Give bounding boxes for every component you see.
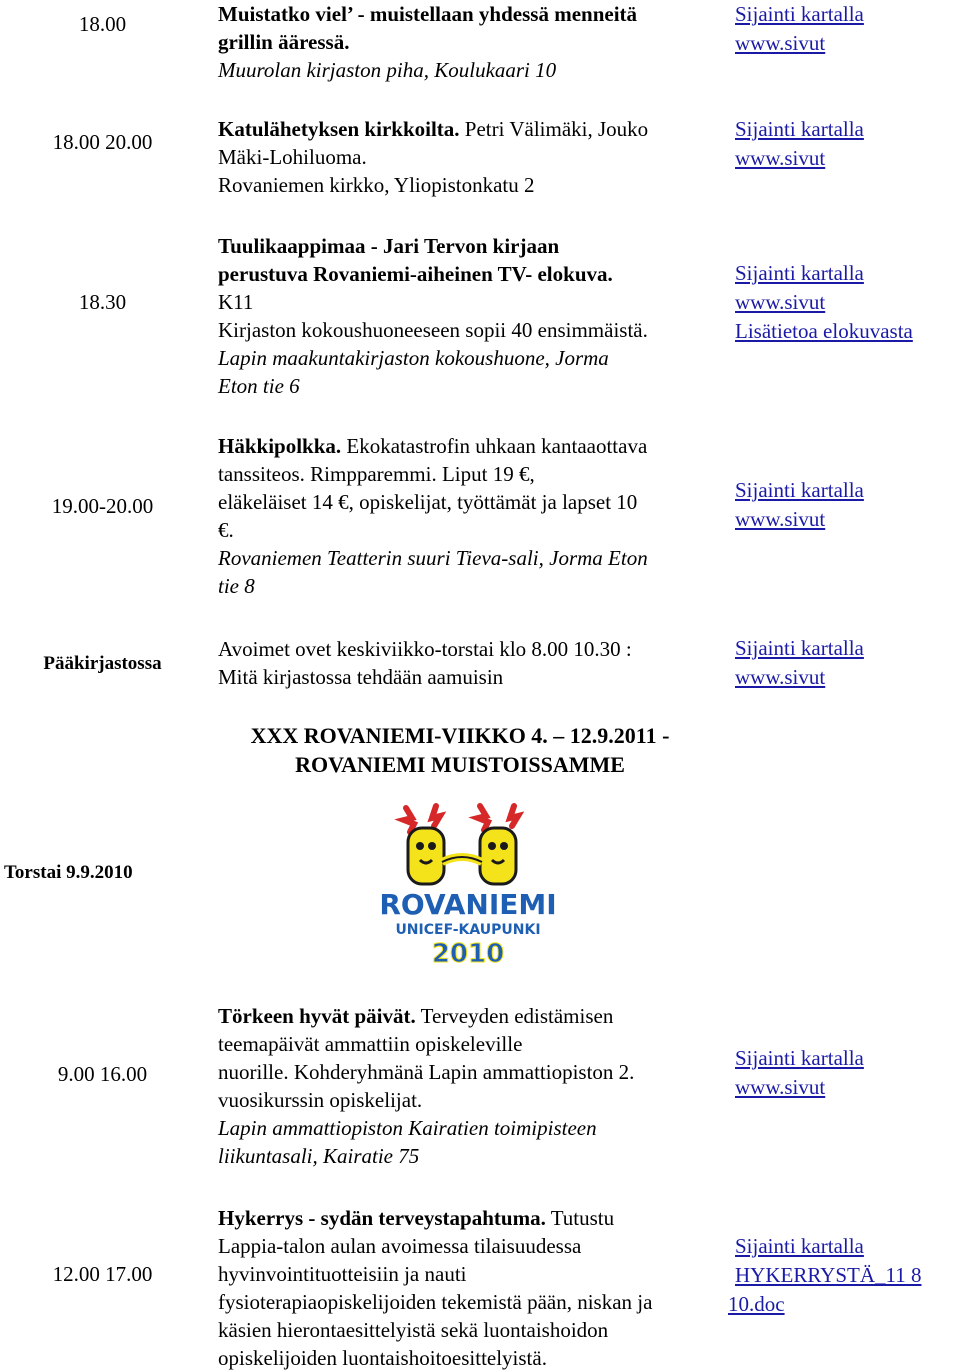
movie-info-link[interactable]: Lisätietoa elokuvasta	[735, 319, 913, 343]
event-title: Hykerrys - sydän terveystapahtuma.	[218, 1206, 546, 1230]
event-text: nuorille. Kohderyhmänä Lapin ammattiopiston 2.	[218, 1060, 635, 1084]
event-description	[218, 115, 718, 199]
map-link[interactable]: Sijainti kartalla	[735, 636, 864, 660]
left-character-icon	[404, 806, 444, 884]
event-text: €.	[218, 518, 234, 542]
day-label: Torstai 9.9.2010	[4, 862, 133, 883]
event-links-cont	[728, 1290, 953, 1319]
event-place: Rovaniemen kirkko, Yliopistonkatu 2	[218, 173, 535, 197]
event-links	[735, 259, 960, 346]
event-text: eläkeläiset 14 €, opiskelijat, työttämät ja lapset 10	[218, 490, 638, 514]
event-place: Rovaniemen Teatterin suuri Tieva-sali, Jorma Eton	[218, 546, 648, 570]
website-link[interactable]: www.sivut	[735, 146, 826, 170]
event-location-label: Pääkirjastossa	[43, 653, 162, 674]
event-text: Terveyden edistämisen	[415, 1004, 614, 1028]
document-link[interactable]: HYKERRYSTÄ_11 8	[735, 1263, 922, 1287]
event-text: Petri Välimäki, Jouko	[459, 117, 649, 141]
map-link[interactable]: Sijainti kartalla	[735, 117, 864, 141]
event-description	[218, 1204, 738, 1372]
event-links	[735, 634, 960, 692]
event-title: Häkkipolkka.	[218, 434, 342, 458]
website-link[interactable]: www.sivut	[735, 290, 826, 314]
event-text: fysioterapiaopiskelijoiden tekemistä pään, niskan ja	[218, 1290, 653, 1314]
event-description	[218, 232, 718, 400]
document-link-cont[interactable]: 10.doc	[728, 1292, 785, 1316]
event-links	[735, 1044, 960, 1102]
event-place-cont: tie 8	[218, 574, 255, 598]
event-text: tanssiteos. Rimpparemmi. Liput 19 €,	[218, 462, 535, 486]
section-heading	[0, 721, 940, 779]
event-links	[735, 0, 960, 58]
map-link[interactable]: Sijainti kartalla	[735, 1234, 864, 1258]
section-heading-line1: XXX ROVANIEMI-VIIKKO 4. – 12.9.2011 -	[250, 723, 670, 748]
event-text: opiskelijoiden luontaishoitoesittelyistä.	[218, 1346, 547, 1370]
map-link[interactable]: Sijainti kartalla	[735, 1046, 864, 1070]
event-title: Tuulikaappimaa - Jari Tervon kirjaan	[218, 234, 560, 258]
right-character-icon	[478, 806, 518, 884]
event-title-cont: perustuva Rovaniemi-aiheinen TV- elokuva.	[218, 262, 613, 286]
map-link[interactable]: Sijainti kartalla	[735, 478, 864, 502]
event-title: Törkeen hyvät päivät.	[218, 1004, 416, 1028]
event-time: 18.00	[78, 12, 127, 36]
website-link[interactable]: www.sivut	[735, 1075, 826, 1099]
event-text: Tutustu	[545, 1206, 615, 1230]
event-place: Lapin maakuntakirjaston kokoushuone, Jorma	[218, 346, 609, 370]
logo-subtitle: UNICEF-KAUPUNKI	[395, 922, 541, 938]
website-link[interactable]: www.sivut	[735, 507, 826, 531]
event-time: 19.00-20.00	[51, 494, 154, 518]
event-time: 12.00 17.00	[52, 1262, 153, 1286]
event-links	[735, 476, 960, 534]
event-text: Mitä kirjastossa tehdään aamuisin	[218, 665, 504, 689]
event-text: käsien hierontaesittelyistä sekä luontaishoidon	[218, 1318, 609, 1342]
event-text: Avoimet ovet keskiviikko-torstai klo 8.00 10.30 :	[218, 637, 632, 661]
section-heading-line2: ROVANIEMI MUISTOISSAMME	[295, 752, 625, 777]
event-title-cont: grillin ääressä.	[218, 30, 350, 54]
event-time: 18.30	[78, 290, 127, 314]
event-text: Lappia-talon aulan avoimessa tilaisuudessa	[218, 1234, 582, 1258]
event-text: Mäki-Lohiluoma.	[218, 145, 367, 169]
event-description	[218, 1002, 718, 1170]
logo-graphic	[368, 800, 568, 970]
logo-title: ROVANIEMI	[379, 888, 557, 921]
event-title: Katulähetyksen kirkkoilta.	[218, 117, 460, 141]
event-place-cont: Eton tie 6	[218, 374, 300, 398]
map-link[interactable]: Sijainti kartalla	[735, 2, 864, 26]
map-link[interactable]: Sijainti kartalla	[735, 261, 864, 285]
event-description	[218, 432, 718, 600]
website-link[interactable]: www.sivut	[735, 31, 826, 55]
event-place: Lapin ammattiopiston Kairatien toimipisteen	[218, 1116, 597, 1140]
event-links	[735, 1232, 960, 1290]
event-text: teemapäivät ammattiin opiskeleville	[218, 1032, 523, 1056]
event-text: hyvinvointituotteisiin ja nauti	[218, 1262, 467, 1286]
event-text: K11	[218, 290, 254, 314]
event-text: vuosikurssin opiskelijat.	[218, 1088, 423, 1112]
event-text: Kirjaston kokoushuoneeseen sopii 40 ensimmäistä.	[218, 318, 648, 342]
event-description	[218, 0, 718, 84]
event-description	[218, 635, 718, 691]
event-text: Ekokatastrofin uhkaan kantaaottava	[341, 434, 648, 458]
event-time: 9.00 16.00	[57, 1062, 148, 1086]
rovaniemi-unicef-logo	[368, 800, 568, 970]
website-link[interactable]: www.sivut	[735, 665, 826, 689]
event-title: Muistatko viel’ - muistellaan yhdessä menneitä	[218, 2, 638, 26]
event-place: Muurolan kirjaston piha, Koulukaari 10	[218, 58, 557, 82]
event-links	[735, 115, 960, 173]
logo-year: 2010	[431, 939, 505, 969]
event-time: 18.00 20.00	[52, 130, 153, 154]
event-place-cont: liikuntasali, Kairatie 75	[218, 1144, 420, 1168]
